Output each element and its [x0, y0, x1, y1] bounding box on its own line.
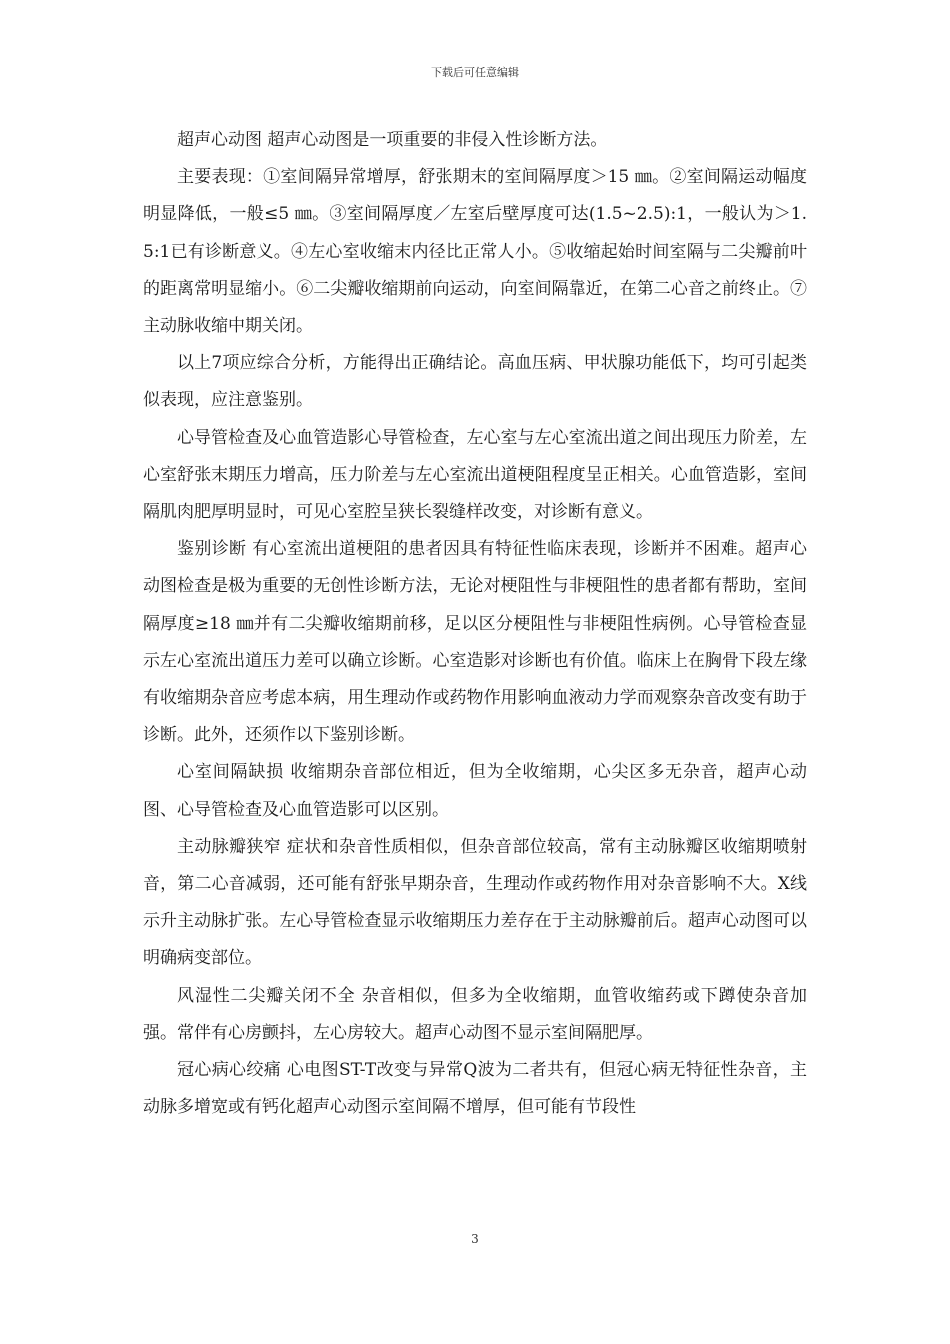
document-body	[143, 122, 807, 1126]
paragraph-mitral-regurgitation: 风湿性二尖瓣关闭不全 杂音相似，但多为全收缩期，血管收缩药或下蹲使杂音加强。常伴有心房颤抖，左心房较大。超声心动图不显示室间隔肥厚。	[143, 985, 807, 1043]
paragraph-catheterization: 心导管检查及心血管造影心导管检查，左心室与左心室流出道之间出现压力阶差，左心室舒张末期压力增高，压力阶差与左心室流出道梗阻程度呈正相关。心血管造影，室间隔肌肉肥厚明显时，可见心室腔呈狭长裂缝样改变，对诊断有意义。	[143, 427, 807, 523]
paragraph-septal-defect: 心室间隔缺损 收缩期杂音部位相近，但为全收缩期，心尖区多无杂音，超声心动图、心导管检查及心血管造影可以区别。	[143, 762, 807, 820]
paragraph-echocardiography-intro: 超声心动图 超声心动图是一项重要的非侵入性诊断方法。	[177, 130, 608, 150]
page-header: 下载后可任意编辑	[431, 66, 519, 79]
page-number: 3	[471, 1232, 479, 1246]
paragraph-aortic-stenosis: 主动脉瓣狭窄 症状和杂音性质相似，但杂音部位较高，常有主动脉瓣区收缩期喷射音，第二心音减弱，还可能有舒张早期杂音，生理动作或药物作用对杂音影响不大。X线示升主动脉扩张。左心导管检查显示收缩期压力差存在于主动脉瓣前后。超声心动图可以明确病变部位。	[143, 836, 807, 969]
paragraph-coronary-disease: 冠心病心绞痛 心电图ST-T改变与异常Q波为二者共有，但冠心病无特征性杂音，主动脉多增宽或有钙化超声心动图示室间隔不增厚，但可能有节段性	[143, 1060, 807, 1118]
paragraph-comprehensive-analysis: 以上7项应综合分析，方能得出正确结论。高血压病、甲状腺功能低下，均可引起类似表现，应注意鉴别。	[143, 353, 807, 411]
paragraph-main-findings: 主要表现：①室间隔异常增厚，舒张期末的室间隔厚度＞15 ㎜。②室间隔运动幅度明显降低，一般≤5 ㎜。③室间隔厚度／左室后壁厚度可达(1.5~2.5):1，一般认为＞1.5:1已有诊断意义。④左心室收缩末内径比正常人小。⑤收缩起始时间室隔与二尖瓣前叶的距离常明显缩小。⑥二尖瓣收缩期前向运动，向室间隔靠近，在第二心音之前终止。⑦主动脉收缩中期关闭。	[143, 167, 807, 337]
paragraph-differential-diagnosis: 鉴别诊断 有心室流出道梗阻的患者因具有特征性临床表现，诊断并不困难。超声心动图检查是极为重要的无创性诊断方法，无论对梗阻性与非梗阻性的患者都有帮助，室间隔厚度≥18 ㎜并有二尖瓣收缩期前移，足以区分梗阻性与非梗阻性病例。心导管检查显示左心室流出道压力差可以确立诊断。心室造影对诊断也有价值。临床上在胸骨下段左缘有收缩期杂音应考虑本病，用生理动作或药物作用影响血液动力学而观察杂音改变有助于诊断。此外，还须作以下鉴别诊断。	[143, 539, 807, 746]
